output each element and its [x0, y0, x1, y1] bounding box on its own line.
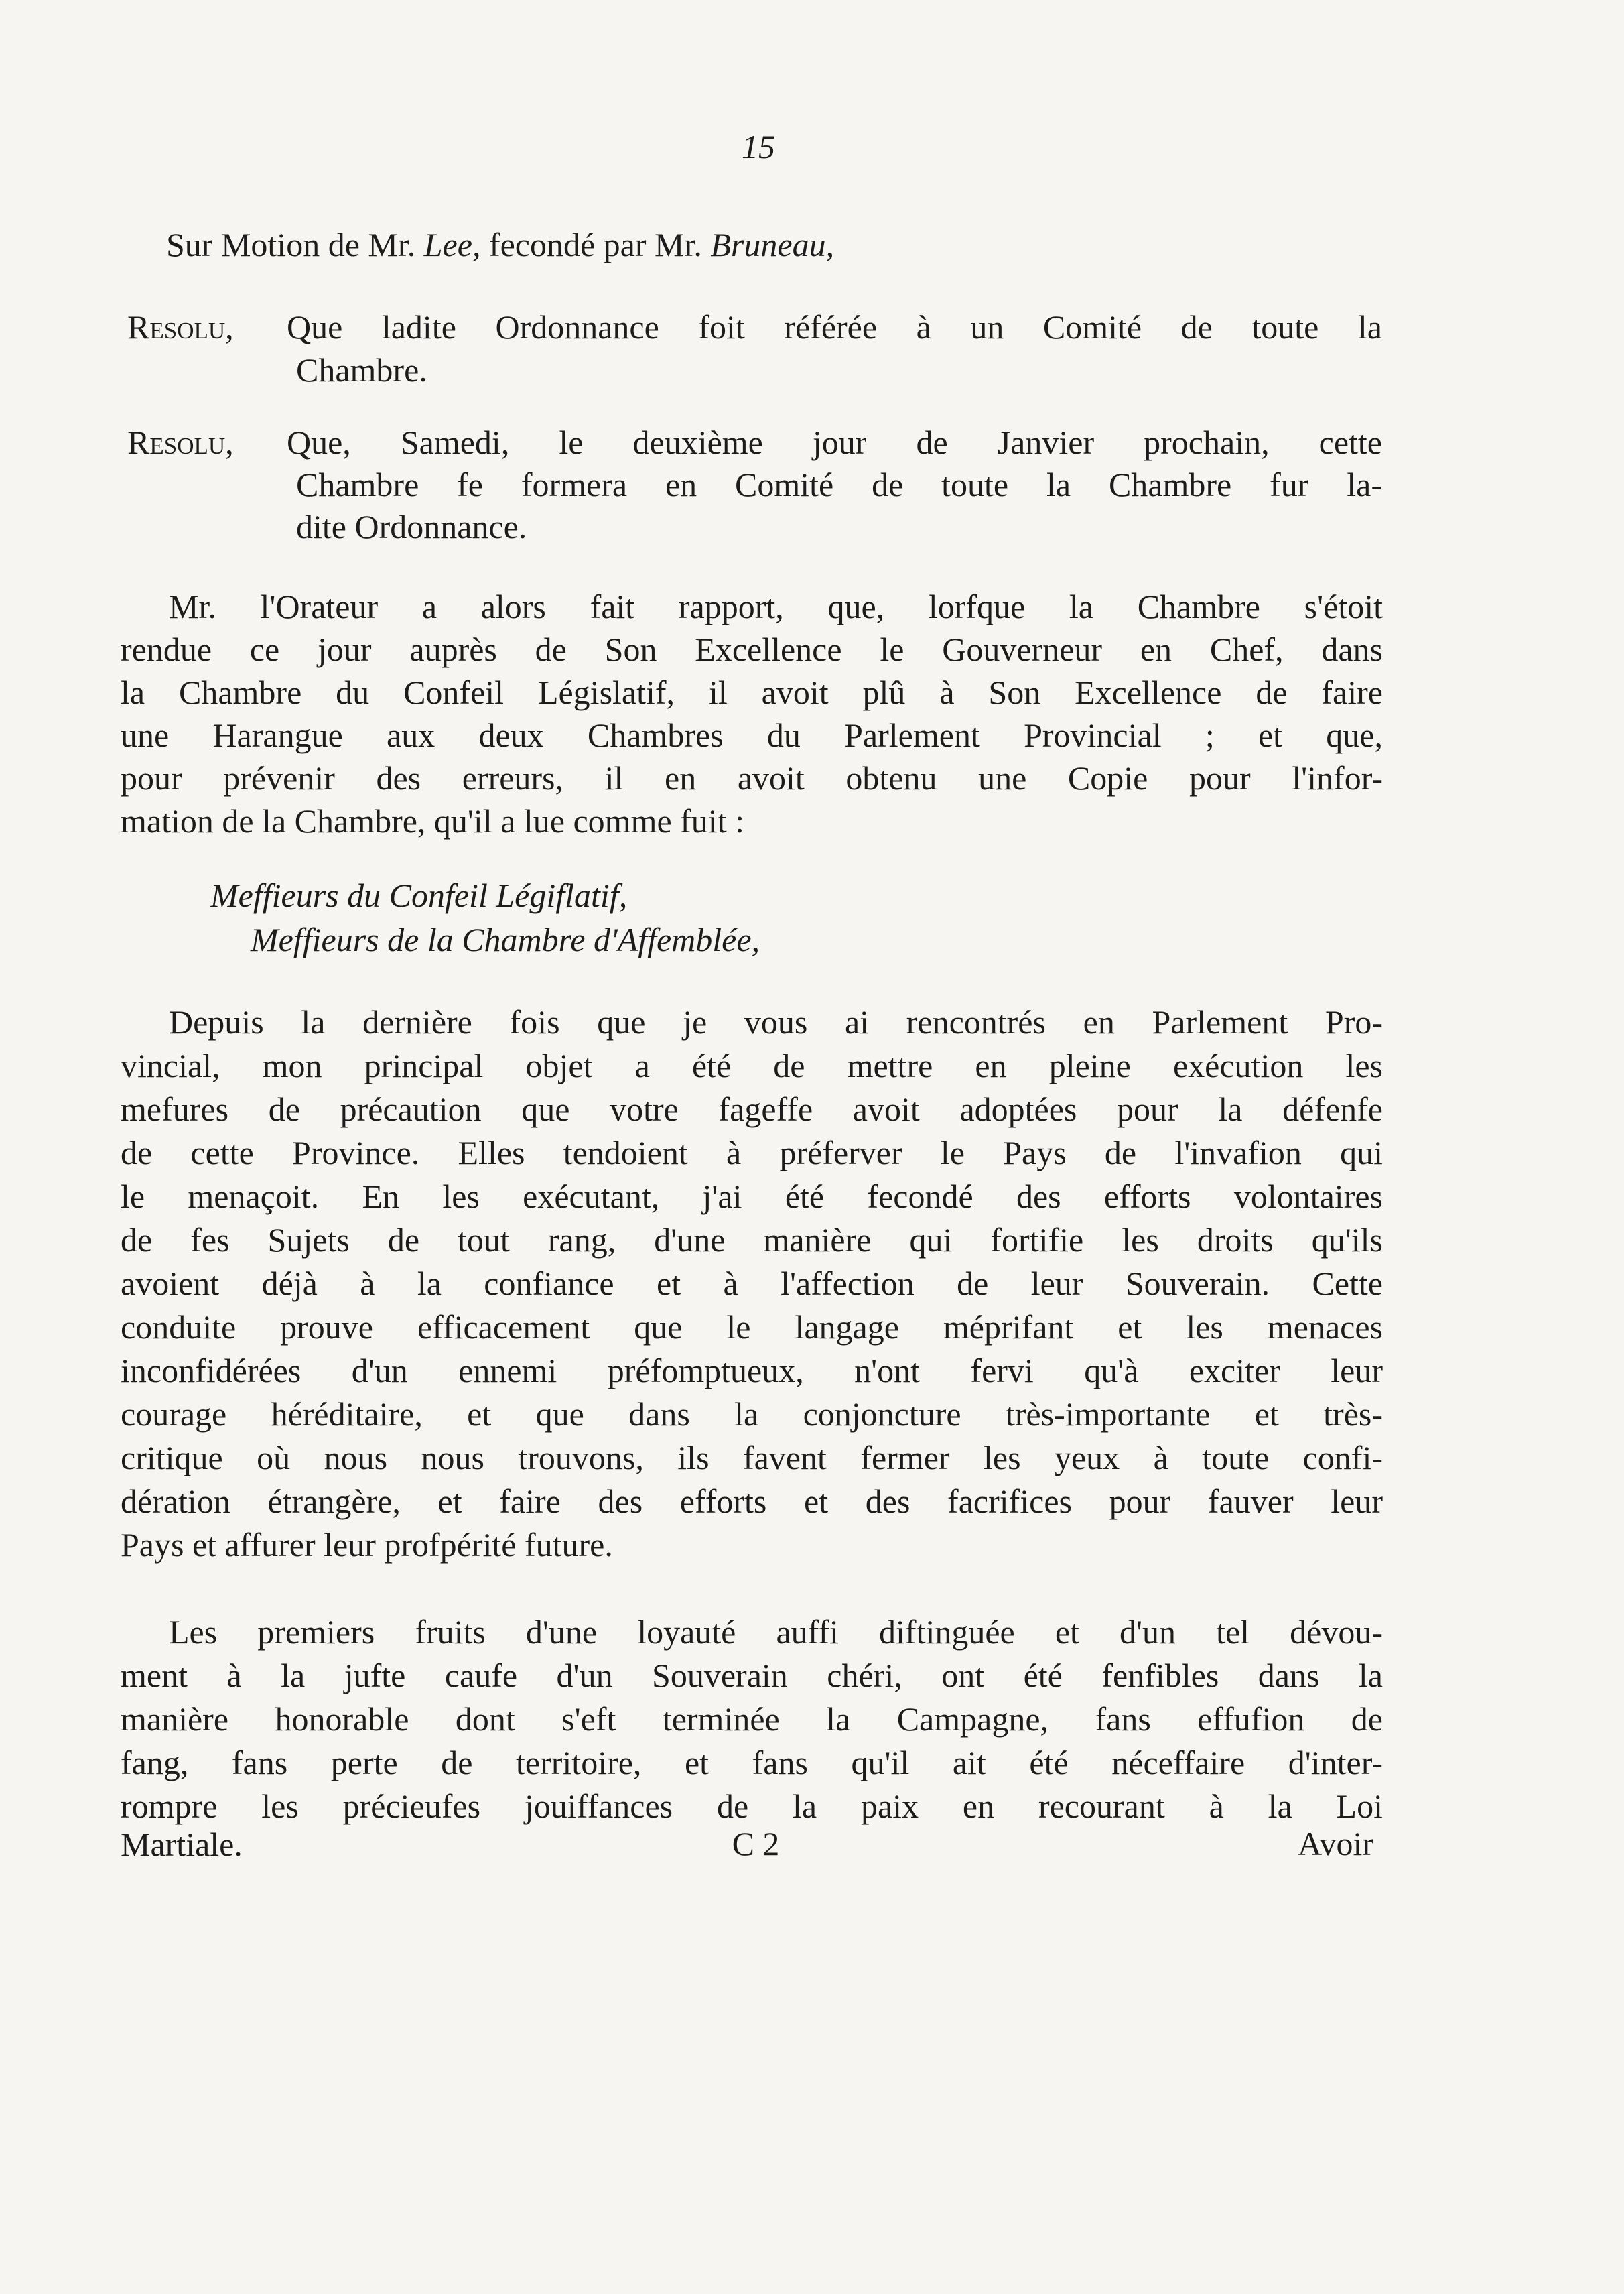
paragraph-1-line: vincial, mon principal objet a été de mettre en pleine exécution les	[121, 1047, 1383, 1084]
paragraph-2-line: fang, fans perte de territoire, et fans qu'il ait été néceffaire d'inter-	[121, 1744, 1383, 1781]
motion-line	[166, 225, 834, 265]
paragraph-1-line: le menaçoit. En les exécutant, j'ai été fecondé des efforts volontaires	[121, 1177, 1383, 1215]
paragraph-1-line: critique où nous nous trouvons, ils favent fermer les yeux à toute confi-	[121, 1439, 1383, 1476]
catchword: Avoir	[1298, 1825, 1373, 1862]
motion-mid: fecondé par Mr.	[480, 226, 711, 263]
page-number: 15	[742, 128, 775, 166]
paragraph-2-line: ment à la jufte caufe d'un Souverain chéri, ont été fenfibles dans la	[121, 1657, 1383, 1694]
report-line: mation de la Chambre, qu'il a lue comme fuit :	[121, 802, 744, 840]
report-line: une Harangue aux deux Chambres du Parlement Provincial ; et que,	[121, 716, 1383, 754]
paragraph-2-line: manière honorable dont s'eft terminée la Campagne, fans effufion de	[121, 1700, 1383, 1738]
paragraph-1-line: mefures de précaution que votre fageffe avoit adoptées pour la défenfe	[121, 1090, 1383, 1128]
resolution-1-line-2: Chambre.	[296, 351, 427, 389]
resolution-2-line-1: Que, Samedi, le deuxième jour de Janvier prochain, cette	[287, 424, 1382, 461]
salutation-line-2: Meffieurs de la Chambre d'Affemblée,	[251, 921, 760, 958]
report-line: la Chambre du Confeil Législatif, il avoit plû à Son Excellence de faire	[121, 674, 1383, 711]
paragraph-1-line: courage héréditaire, et que dans la conjoncture très-importante et très-	[121, 1395, 1383, 1433]
paragraph-1-line: dération étrangère, et faire des efforts et des facrifices pour fauver leur	[121, 1482, 1383, 1520]
resolution-2-line-3: dite Ordonnance.	[296, 508, 527, 546]
last-line: Martiale.	[121, 1826, 243, 1863]
paragraph-1-line: avoient déjà à la confiance et à l'affection de leur Souverain. Cette	[121, 1265, 1383, 1302]
paragraph-2-line: rompre les précieufes jouiffances de la paix en recourant à la Loi	[121, 1787, 1383, 1825]
report-line: rendue ce jour auprès de Son Excellence le Gouverneur en Chef, dans	[121, 631, 1383, 668]
signature-mark: C 2	[732, 1825, 780, 1862]
motion-seconder: Bruneau,	[710, 226, 835, 263]
paragraph-1-line: Depuis la dernière fois que je vous ai rencontrés en Parlement Pro-	[169, 1003, 1383, 1041]
report-line: pour prévenir des erreurs, il en avoit obtenu une Copie pour l'infor-	[121, 759, 1383, 797]
paragraph-1-line: inconfidérées d'un ennemi préfomptueux, n'ont fervi qu'à exciter leur	[121, 1352, 1383, 1389]
motion-mover: Lee,	[423, 226, 481, 263]
resolution-2-line-2: Chambre fe formera en Comité de toute la Chambre fur la-	[296, 466, 1382, 503]
paragraph-2-line: Les premiers fruits d'une loyauté auffi diftinguée et d'un tel dévou-	[169, 1613, 1383, 1651]
paragraph-1-line: Pays et affurer leur profpérité future.	[121, 1526, 613, 1564]
salutation-line-1: Meffieurs du Confeil Légiflatif,	[210, 877, 628, 914]
paragraph-1-line: de cette Province. Elles tendoient à préferver le Pays de l'invafion qui	[121, 1134, 1383, 1171]
resolution-1-label: Resolu,	[127, 308, 234, 346]
resolution-1-line-1: Que ladite Ordonnance foit référée à un Comité de toute la	[287, 308, 1382, 346]
report-line: Mr. l'Orateur a alors fait rapport, que, lorfque la Chambre s'étoit	[169, 588, 1383, 625]
motion-intro: Sur Motion de Mr.	[166, 226, 424, 263]
paragraph-1-line: conduite prouve efficacement que le langage méprifant et les menaces	[121, 1308, 1383, 1346]
paragraph-1-line: de fes Sujets de tout rang, d'une manière qui fortifie les droits qu'ils	[121, 1221, 1383, 1259]
resolution-2-label: Resolu,	[127, 424, 234, 461]
